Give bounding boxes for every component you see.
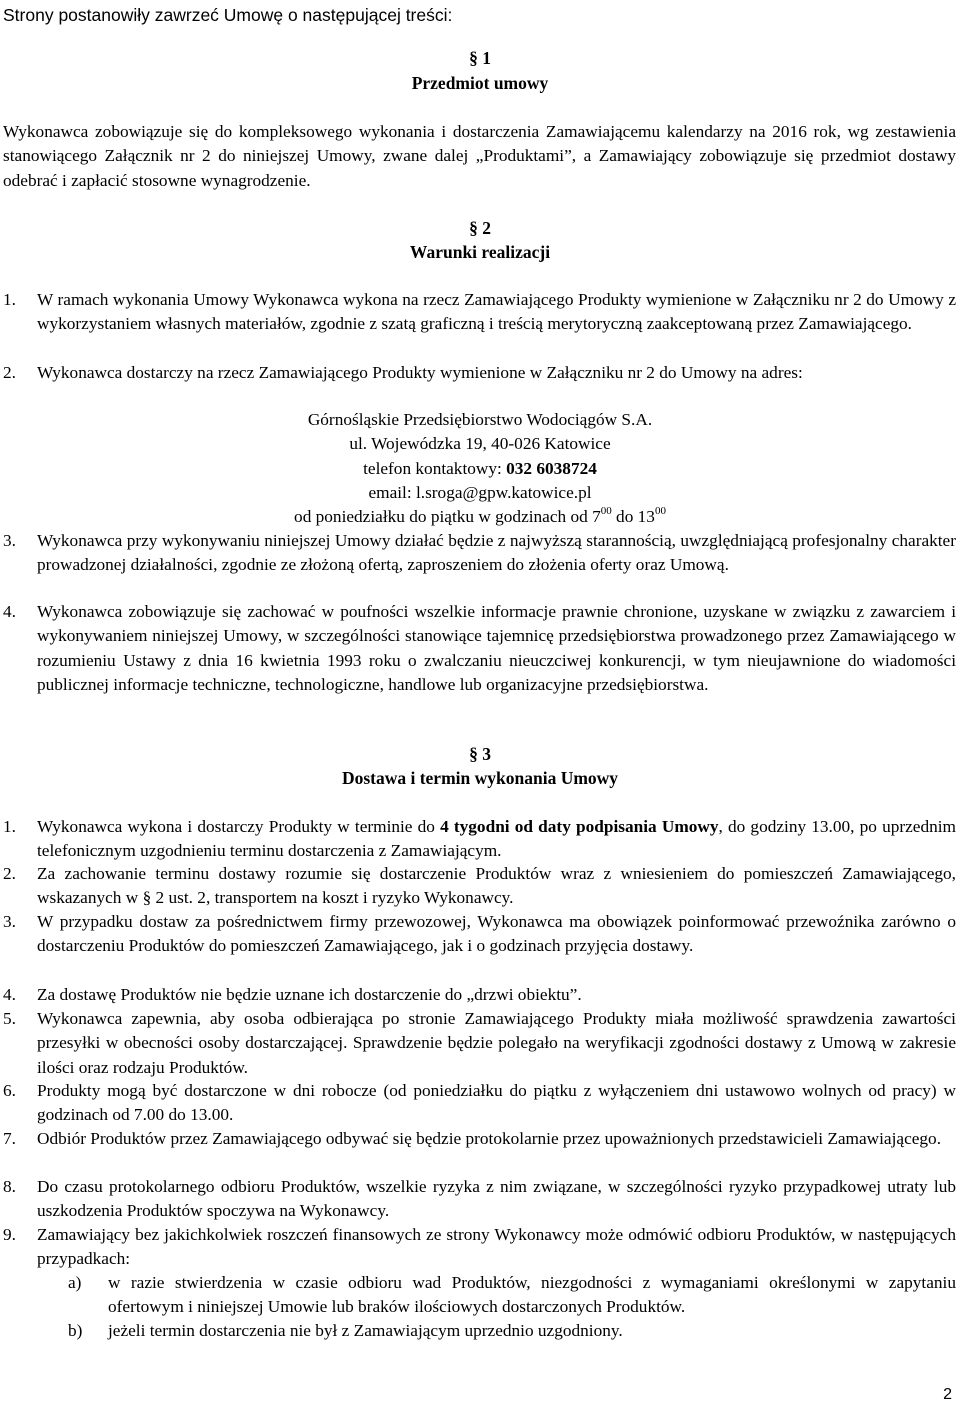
s2-item-3 xyxy=(3,529,956,578)
section-1-title: Przedmiot umowy xyxy=(411,73,549,93)
phone-label: telefon kontaktowy: xyxy=(363,458,507,478)
item-number: 3. xyxy=(3,531,16,550)
subitem-text: w razie stwierdzenia w czasie odbioru wad Produktów, niezgodności z wymaganiami określonymi w zapytaniu ofertowym i niniejszej Umowie lub braków ilościowych dostarczonych Produktów. xyxy=(108,1273,956,1317)
item-number: 4. xyxy=(3,602,16,621)
item-text: W przypadku dostaw za pośrednictwem firmy przewozowej, Wykonawca ma obowiązek poinformować przewoźnika zarówno o dostarczeniu Produktów do pomieszczeń Zamawiającego, jak i o godzinach przyjęcia dostawy. xyxy=(37,912,956,956)
item-text: W ramach wykonania Umowy Wykonawca wykona na rzecz Zamawiającego Produkty wymienione w Załączniku nr 2 do Umowy z wykorzystaniem własnych materiałów, zgodnie z szatą graficzną i treścią merytoryczną zaakceptowaną przez Zamawiającego. xyxy=(37,290,956,334)
item-text-part: Wykonawca wykona i dostarczy Produkty w terminie do xyxy=(37,817,441,836)
s3-subitem-a xyxy=(68,1271,956,1320)
item-text: Wykonawca zobowiązuje się zachować w poufności wszelkie informacje prawnie chronione, uzyskane w związku z zawarciem i wykonywaniem niniejszej Umowy, w szczególności stanowiące tajemnicę przedsiębiorstwa prowadzonego przez Zamawiającego w rozumieniu Ustawy z dnia 16 kwietnia 1993 roku o zwalczaniu nieuczciwej konkurencji, w tym nieujawnione do wiadomości publicznej informacje techniczne, technologiczne, handlowe lub organizacyjne przedsiębiorstwa. xyxy=(37,602,956,694)
section-2-number: § 2 xyxy=(469,218,491,238)
s3-item-1 xyxy=(3,815,956,864)
item-number: 4. xyxy=(3,985,16,1004)
item-text: Wykonawca przy wykonywaniu niniejszej Umowy działać będzie z najwyższą starannością, uwzględniającą profesjonalny charakter prowadzonej działalności, zgodnie ze złożoną ofertą, zaproszeniem do złożenia oferty oraz Umową. xyxy=(37,531,956,575)
item-text-bold: 4 tygodni od daty podpisania Umowy xyxy=(440,817,719,836)
s3-item-9 xyxy=(3,1223,956,1272)
item-text: Za zachowanie terminu dostawy rozumie się dostarczenie Produktów wraz z wniesieniem do pomieszczeń Zamawiającego, wskazanych w § 2 ust. 2, transportem na koszt i ryzyko Wykonawcy. xyxy=(37,864,956,908)
item-number: 6. xyxy=(3,1081,16,1100)
address-phone xyxy=(0,457,960,481)
section-2-title: Warunki realizacji xyxy=(409,242,551,262)
item-number: 5. xyxy=(3,1009,16,1028)
subitem-letter: b) xyxy=(68,1321,83,1340)
s3-subitem-b xyxy=(68,1319,956,1343)
item-number: 3. xyxy=(3,912,16,931)
page-number: 2 xyxy=(943,1386,952,1403)
item-number: 1. xyxy=(3,817,16,836)
item-text-part: , do godziny 13.00, po uprzednim telefonicznym uzgodnieniu terminu dostarczenia z Zamawiającym. xyxy=(37,817,956,861)
address-street: ul. Wojewódzka 19, 40-026 Katowice xyxy=(349,434,611,454)
s3-item-3 xyxy=(3,910,956,959)
hours-sup: 00 xyxy=(600,505,612,518)
s2-item-2 xyxy=(3,361,956,385)
delivery-address xyxy=(0,408,960,529)
s2-item-1 xyxy=(3,288,956,337)
section-1-number: § 1 xyxy=(469,48,491,68)
address-email: email: l.sroga@gpw.katowice.pl xyxy=(368,482,592,502)
section-3-number: § 3 xyxy=(469,744,491,764)
item-number: 1. xyxy=(3,290,16,309)
item-text: Produkty mogą być dostarczone w dni robocze (od poniedziałku do piątku z wyłączeniem dni ustawowo wolnych od pracy) w godzinach od 7.00 do 13.00. xyxy=(37,1081,956,1125)
item-number: 2. xyxy=(3,864,16,883)
hours-text: od poniedziałku do piątku w godzinach od 7 xyxy=(294,507,601,527)
item-text: Za dostawę Produktów nie będzie uznane ich dostarczenie do „drzwi obiektu”. xyxy=(37,985,582,1004)
item-number: 8. xyxy=(3,1177,16,1196)
item-text: Wykonawca dostarczy na rzecz Zamawiającego Produkty wymienione w Załączniku nr 2 do Umowy na adres: xyxy=(37,363,803,382)
s3-item-5 xyxy=(3,1007,956,1080)
s3-item-7 xyxy=(3,1127,956,1151)
delivery-hours xyxy=(0,505,960,529)
hours-text: do 13 xyxy=(611,507,655,527)
section-3-title: Dostawa i termin wykonania Umowy xyxy=(341,768,619,788)
s3-item-4 xyxy=(3,983,956,1007)
item-number: 9. xyxy=(3,1225,16,1244)
hours-sup: 00 xyxy=(654,505,666,518)
phone-number: 032 6038724 xyxy=(506,458,597,478)
s3-item-2 xyxy=(3,862,956,911)
item-number: 2. xyxy=(3,363,16,382)
address-company: Górnośląskie Przedsiębiorstwo Wodociągów S.A. xyxy=(307,410,653,429)
item-text: Do czasu protokolarnego odbioru Produktów, wszelkie ryzyka z nim związane, w szczególności ryzyko przypadkowej utraty lub uszkodzenia Produktów spoczywa na Wykonawcy. xyxy=(37,1177,956,1221)
item-text: Odbiór Produktów przez Zamawiającego odbywać się będzie protokolarnie przez upoważnionych przedstawicieli Zamawiającego. xyxy=(37,1129,942,1148)
s3-item-6 xyxy=(3,1079,956,1128)
item-text: Wykonawca zapewnia, aby osoba odbierająca po stronie Zamawiającego Produkty miała możliwość sprawdzenia zawartości przesyłki w obecności osoby dostarczającej. Sprawdzenie będzie polegało na weryfikacji zgodności dostawy z Umową w zakresie ilości oraz rodzaju Produktów. xyxy=(37,1009,956,1077)
intro-text: Strony postanowiły zawrzeć Umowę o następującej treści: xyxy=(3,5,453,25)
section-1-text: Wykonawca zobowiązuje się do kompleksowego wykonania i dostarczenia Zamawiającemu kalendarzy na 2016 rok, wg zestawienia stanowiącego Załącznik nr 2 do niniejszej Umowy, zwane dalej „Produktami”, a Zamawiający zobowiązuje się przedmiot dostawy odebrać i zapłacić stosowne wynagrodzenie. xyxy=(3,122,956,190)
item-text: Zamawiający bez jakichkolwiek roszczeń finansowych ze strony Wykonawcy może odmówić odbioru Produktów, w następujących przypadkach: xyxy=(37,1225,956,1269)
s3-item-8 xyxy=(3,1175,956,1224)
item-number: 7. xyxy=(3,1129,16,1148)
subitem-letter: a) xyxy=(68,1273,82,1292)
subitem-text: jeżeli termin dostarczenia nie był z Zamawiającym uprzednio uzgodniony. xyxy=(108,1321,623,1340)
s2-item-4 xyxy=(3,600,956,697)
item-text xyxy=(37,815,956,864)
